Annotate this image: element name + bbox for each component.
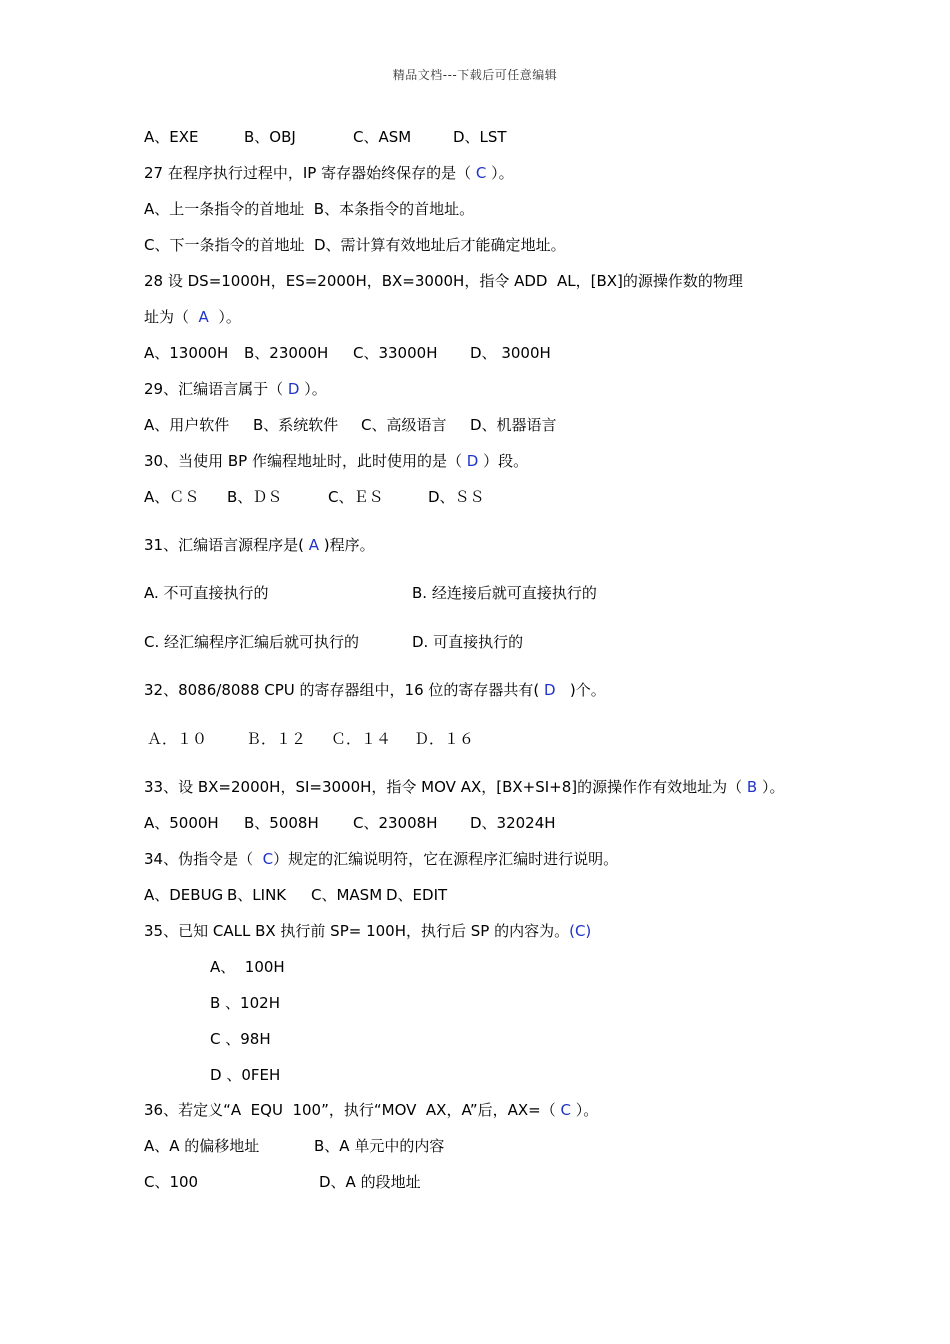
q28-question-line-2: [144, 307, 241, 327]
q36-opt-d: D、A 的段地址: [319, 1173, 421, 1191]
q36-opt-a: A、A 的偏移地址: [144, 1137, 260, 1155]
q26-opt-b: B、OBJ: [244, 128, 296, 146]
q27-question: [144, 163, 514, 183]
q30-opt-d: D、ＳＳ: [428, 488, 485, 506]
q30-opt-c: C、ＥＳ: [328, 488, 384, 506]
q35-opt-d: D 、0FEH: [210, 1066, 281, 1084]
q31-opt-d: D. 可直接执行的: [412, 633, 524, 651]
q27-text-end: ）。: [486, 164, 514, 182]
q30-opt-a: A、ＣＳ: [144, 488, 200, 506]
q27-option-line-2: C、下一条指令的首地址 D、需计算有效地址后才能确定地址。: [144, 236, 566, 254]
q30-opt-b: B、ＤＳ: [227, 488, 283, 506]
q32-question: [144, 680, 606, 700]
q35-opt-b: B 、102H: [210, 994, 280, 1012]
q32-answer: D: [544, 681, 556, 699]
q32-text-end: )个。: [555, 681, 606, 699]
q28-opt-a: A、13000H: [144, 344, 229, 362]
q30-question: [144, 451, 528, 471]
q35-opt-a: A、 100H: [210, 958, 285, 976]
q36-options-row-2: [144, 1172, 421, 1252]
q35-answer: (C): [569, 922, 592, 940]
q31-opt-a: A. 不可直接执行的: [144, 584, 269, 602]
q36-text-end: ）。: [571, 1101, 599, 1119]
q29-text-end: ）。: [299, 380, 327, 398]
q31-text-end: )程序。: [318, 536, 375, 554]
q32-opt-c: Ｃ．１４: [331, 730, 392, 748]
q32-text: 32、8086/8088 CPU 的寄存器组中，16 位的寄存器共有(: [144, 681, 544, 699]
q26-opt-d: D、LST: [453, 128, 507, 146]
q29-answer: D: [287, 380, 300, 398]
q28-text-end: ）。: [208, 308, 241, 326]
q34-text-end: ）规定的汇编说明符，它在源程序汇编时进行说明。: [273, 850, 619, 868]
q29-opt-b: B、系统软件: [253, 416, 339, 434]
page-header: 精品文档---下载后可任意编辑: [392, 68, 558, 82]
q35-question: [144, 921, 591, 941]
q33-opt-c: C、23008H: [353, 814, 438, 832]
q35-text: 35、已知 CALL BX 执行前 SP= 100H，执行后 SP 的内容为。: [144, 922, 570, 940]
q31-answer: A: [308, 536, 319, 554]
q31-opt-b: B. 经连接后就可直接执行的: [412, 584, 597, 602]
q36-answer: C: [560, 1101, 571, 1119]
q34-opt-b: B、LINK: [227, 886, 287, 904]
q26-opt-c: C、ASM: [353, 128, 412, 146]
q28-opt-d: D、 3000H: [470, 344, 551, 362]
q31-question: [144, 535, 375, 555]
q33-opt-b: B、5008H: [244, 814, 319, 832]
q33-question: [144, 777, 784, 797]
q34-opt-c: C、MASM: [311, 886, 383, 904]
q36-question: [144, 1100, 598, 1120]
q32-opt-d: Ｄ．１６: [414, 730, 475, 748]
q28-opt-b: B、23000H: [244, 344, 329, 362]
q35-opt-c: C 、98H: [210, 1030, 271, 1048]
q30-text: 30、当使用 BP 作编程地址时，此时使用的是（: [144, 452, 467, 470]
q27-text: 27 在程序执行过程中，IP 寄存器始终保存的是（: [144, 164, 476, 182]
q34-text: 34、伪指令是（: [144, 850, 263, 868]
q29-opt-c: C、高级语言: [361, 416, 447, 434]
q36-text: 36、若定义“A EQU 100”，执行“MOV AX，A”后，AX=（: [144, 1101, 561, 1119]
q34-opt-d: D、EDIT: [386, 886, 448, 904]
q29-opt-a: A、用户软件: [144, 416, 230, 434]
q27-option-line-1: A、上一条指令的首地址 B、本条指令的首地址。: [144, 200, 475, 218]
q33-opt-a: A、5000H: [144, 814, 219, 832]
q34-answer: C: [262, 850, 274, 868]
q29-text: 29、汇编语言属于（: [144, 380, 288, 398]
q29-question: [144, 379, 327, 399]
q31-text: 31、汇编语言源程序是(: [144, 536, 309, 554]
q33-text-end: ）。: [757, 778, 785, 796]
q33-opt-d: D、32024H: [470, 814, 556, 832]
q28-opt-c: C、33000H: [353, 344, 438, 362]
q32-opt-b: Ｂ．１２: [246, 730, 307, 748]
q29-opt-d: D、机器语言: [470, 416, 557, 434]
q27-answer: C: [475, 164, 487, 182]
q34-question: [144, 849, 618, 869]
q28-answer: A: [198, 308, 209, 326]
q36-opt-b: B、A 单元中的内容: [314, 1137, 445, 1155]
q28-text: 址为（: [144, 308, 199, 326]
q26-opt-a: A、EXE: [144, 128, 199, 146]
q34-opt-a: A、DEBUG: [144, 886, 224, 904]
q28-question-line-1: 28 设 DS=1000H，ES=2000H，BX=3000H，指令 ADD AL，[BX]的源操作数的物理: [144, 272, 743, 290]
q30-answer: D: [466, 452, 479, 470]
q31-opt-c: C. 经汇编程序汇编后就可执行的: [144, 633, 360, 651]
q33-text: 33、设 BX=2000H，SI=3000H，指令 MOV AX，[BX+SI+8]的源操作作有效地址为（: [144, 778, 747, 796]
q32-opt-a: Ａ．１０: [147, 730, 208, 748]
q33-answer: B: [746, 778, 758, 796]
q30-text-end: ）段。: [478, 452, 529, 470]
q36-opt-c: C、100: [144, 1173, 199, 1191]
